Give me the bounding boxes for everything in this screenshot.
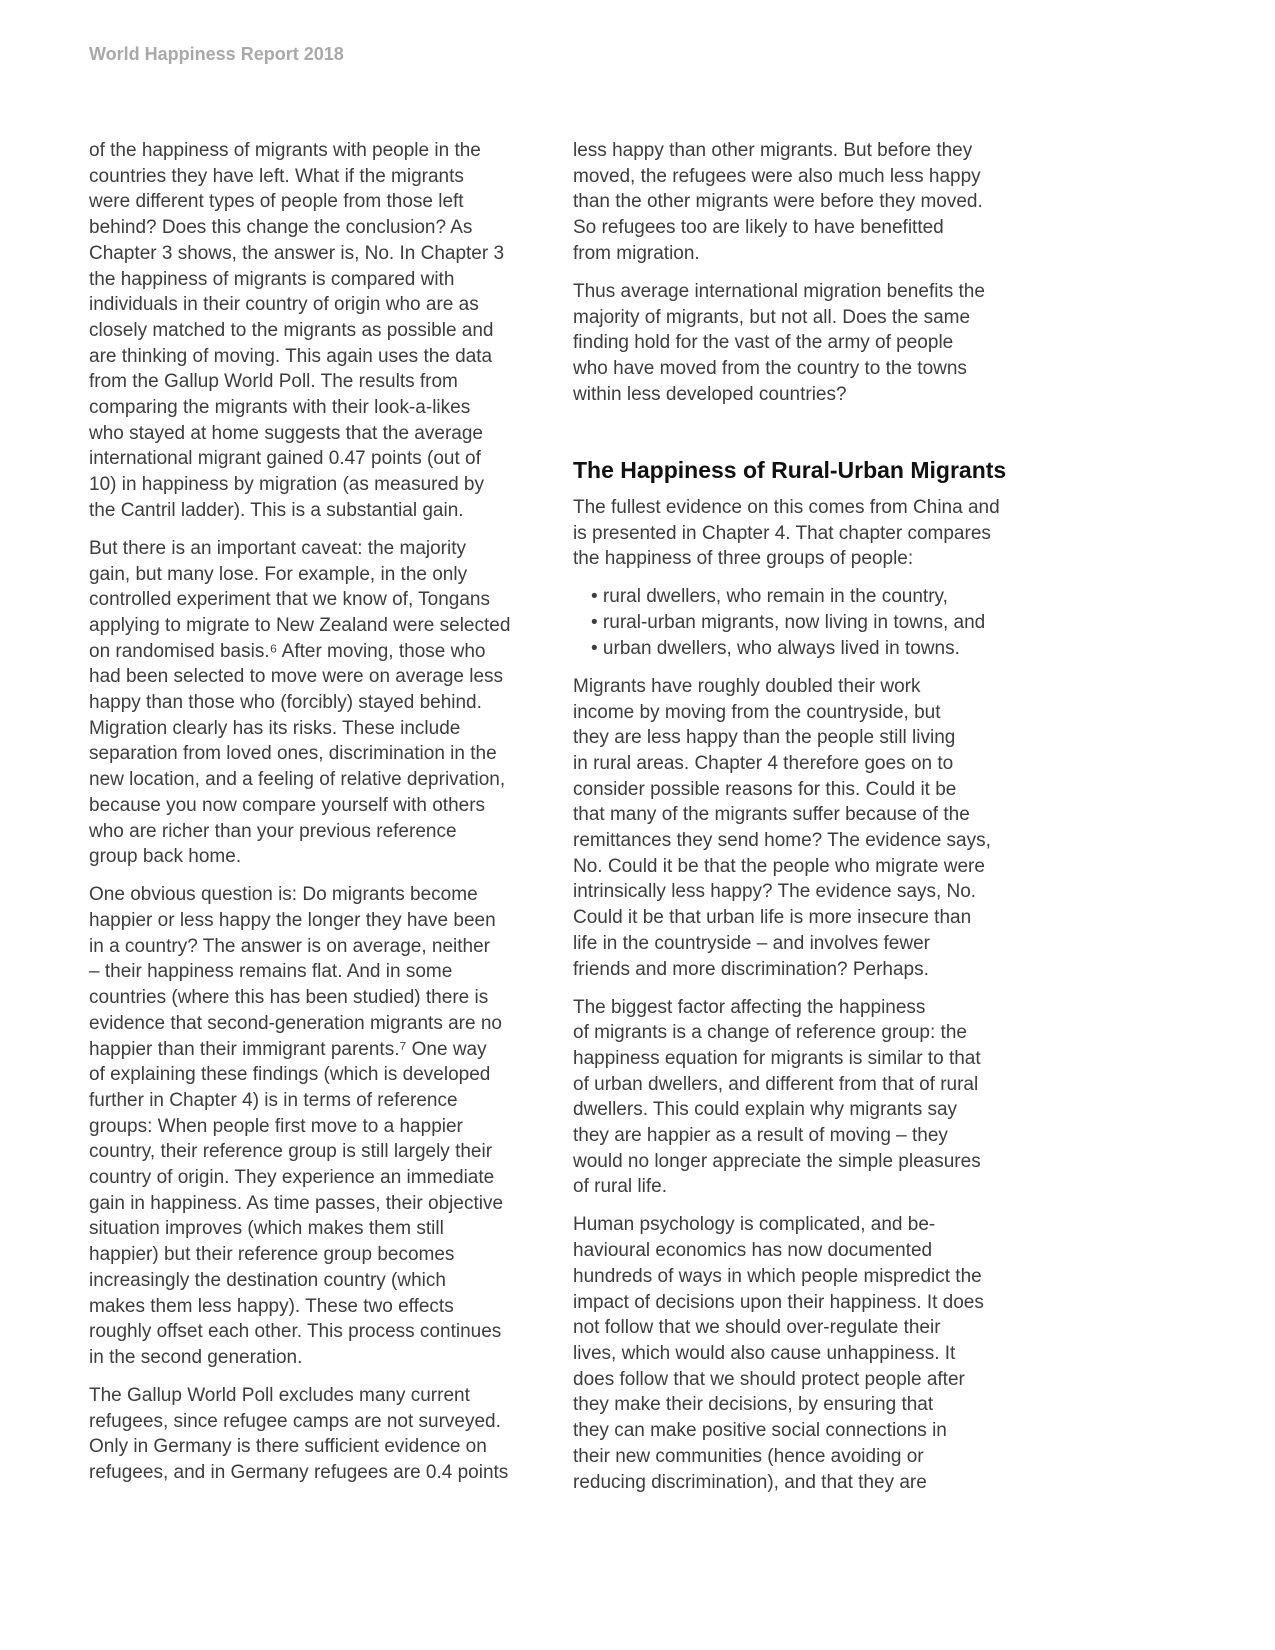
text-line: further in Chapter 4) is in terms of reference xyxy=(89,1089,458,1111)
text-line: who stayed at home suggests that the average xyxy=(89,422,483,444)
text-line: were different types of people from those left xyxy=(89,191,464,213)
text-line: within less developed countries? xyxy=(573,383,847,405)
paragraph xyxy=(89,882,569,1370)
text-line: happiness equation for migrants is similar to that xyxy=(573,1047,981,1069)
text-line: of the happiness of migrants with people in the xyxy=(89,140,481,161)
paragraph xyxy=(89,1383,569,1486)
paragraph xyxy=(89,536,569,870)
text-line: in the second generation. xyxy=(89,1346,303,1368)
paragraph xyxy=(573,1212,1053,1495)
text-line: individuals in their country of origin who are as xyxy=(89,294,479,316)
text-line: that many of the migrants suffer because of the xyxy=(573,804,970,826)
text-line: dwellers. This could explain why migrants say xyxy=(573,1099,958,1121)
text-line: Could it be that urban life is more insecure than xyxy=(573,907,972,929)
text-line: majority of migrants, but not all. Does the same xyxy=(573,306,971,328)
text-line: closely matched to the migrants as possible and xyxy=(89,319,494,341)
paragraph xyxy=(89,138,569,524)
text-line: behind? Does this change the conclusion? As xyxy=(89,217,473,239)
text-line: makes them less happy). These two effects xyxy=(89,1295,454,1317)
text-line: Only in Germany is there sufficient evidence on xyxy=(89,1436,487,1458)
text-line: No. Could it be that the people who migrate were xyxy=(573,855,985,877)
running-header: World Happiness Report 2018 xyxy=(89,44,344,64)
text-line: hundreds of ways in which people mispredict the xyxy=(573,1265,982,1287)
text-line: evidence that second-generation migrants are no xyxy=(89,1012,502,1034)
text-line: gain in happiness. As time passes, their objective xyxy=(89,1192,504,1214)
text-line: happier) but their reference group becomes xyxy=(89,1244,455,1266)
text-line: countries they have left. What if the migrants xyxy=(89,165,464,187)
text-line: controlled experiment that we know of, Tongans xyxy=(89,589,490,611)
paragraph xyxy=(573,995,1053,1201)
text-line: of urban dwellers, and different from that of rural xyxy=(573,1073,979,1095)
text-line: The fullest evidence on this comes from China and xyxy=(573,497,1000,518)
text-line: refugees, and in Germany refugees are 0.4 points xyxy=(89,1462,509,1484)
paragraph xyxy=(573,279,1053,408)
text-line: Migrants have roughly doubled their work xyxy=(573,675,921,697)
text-line: had been selected to move were on average less xyxy=(89,666,504,688)
text-line: countries (where this has been studied) there is xyxy=(89,987,489,1009)
text-line: So refugees too are likely to have benefitted xyxy=(573,217,944,239)
text-line: applying to migrate to New Zealand were selected xyxy=(89,614,511,636)
text-line: consider possible reasons for this. Could it be xyxy=(573,778,957,800)
text-line: who are richer than your previous reference xyxy=(89,820,457,842)
text-line: their new communities (hence avoiding or xyxy=(573,1445,924,1467)
text-line: country, their reference group is still largely their xyxy=(89,1141,493,1163)
text-line: life in the countryside – and involves fewer xyxy=(573,932,930,954)
text-line: are thinking of moving. This again uses the data xyxy=(89,345,493,367)
left-column xyxy=(89,138,569,1498)
text-line: Migration clearly has its risks. These include xyxy=(89,717,461,739)
paragraph xyxy=(573,138,1053,267)
text-line: of explaining these findings (which is developed xyxy=(89,1064,491,1086)
text-line: international migrant gained 0.47 points (out of xyxy=(89,448,481,470)
text-line: group back home. xyxy=(89,846,242,868)
text-line: not follow that we should over-regulate their xyxy=(573,1317,941,1339)
text-line: on randomised basis.⁶ After moving, those who xyxy=(89,640,486,662)
text-line: Human psychology is complicated, and be- xyxy=(573,1214,936,1236)
text-line: the Cantril ladder). This is a substantial gain. xyxy=(89,499,464,521)
text-line: But there is an important caveat: the majority xyxy=(89,537,467,559)
text-line: Thus average international migration benefits the xyxy=(573,280,985,302)
text-line: from the Gallup World Poll. The results from xyxy=(89,371,458,393)
text-line: finding hold for the vast of the army of people xyxy=(573,332,954,354)
text-line: in a country? The answer is on average, neither xyxy=(89,935,490,957)
text-line: happier than their immigrant parents.⁷ One way xyxy=(89,1038,487,1060)
text-line: happier or less happy the longer they have been xyxy=(89,909,496,931)
text-line: increasingly the destination country (which xyxy=(89,1269,446,1291)
text-line: reducing discrimination), and that they are xyxy=(573,1471,927,1493)
text-line: country of origin. They experience an immediate xyxy=(89,1167,495,1189)
text-line: separation from loved ones, discrimination in the xyxy=(89,743,497,765)
text-line: they can make positive social connections in xyxy=(573,1420,947,1442)
text-line: in rural areas. Chapter 4 therefore goes on to xyxy=(573,752,954,774)
text-line: comparing the migrants with their look-a-likes xyxy=(89,397,471,419)
bullet-item: • rural dwellers, who remain in the country, xyxy=(591,586,948,608)
text-line: new location, and a feeling of relative deprivation, xyxy=(89,769,506,791)
text-line: moved, the refugees were also much less happy xyxy=(573,165,981,187)
text-line: the happiness of migrants is compared with xyxy=(89,268,455,290)
text-line: because you now compare yourself with others xyxy=(89,794,486,816)
text-line: they make their decisions, by ensuring that xyxy=(573,1394,934,1416)
text-line: – their happiness remains flat. And in some xyxy=(89,961,453,983)
text-line: the happiness of three groups of people: xyxy=(573,548,914,570)
text-line: from migration. xyxy=(573,242,700,264)
text-line: of migrants is a change of reference group: the xyxy=(573,1022,967,1044)
text-line: 10) in happiness by migration (as measured by xyxy=(89,474,484,496)
text-line: groups: When people first move to a happier xyxy=(89,1115,463,1137)
text-line: they are less happy than the people still living xyxy=(573,727,956,749)
text-line: The Gallup World Poll excludes many current xyxy=(89,1384,470,1406)
text-line: The biggest factor affecting the happiness xyxy=(573,996,926,1018)
text-line: impact of decisions upon their happiness. It does xyxy=(573,1291,984,1313)
right-column-top xyxy=(573,138,1053,420)
text-line: they are happier as a result of moving – they xyxy=(573,1125,948,1147)
text-line: of rural life. xyxy=(573,1176,667,1198)
text-line: is presented in Chapter 4. That chapter compares xyxy=(573,522,991,544)
text-line: does follow that we should protect people after xyxy=(573,1368,965,1390)
text-line: remittances they send home? The evidence says, xyxy=(573,830,991,852)
text-line: income by moving from the countryside, but xyxy=(573,701,941,723)
text-line: lives, which would also cause unhappiness. It xyxy=(573,1342,956,1364)
text-line: who have moved from the country to the towns xyxy=(573,357,967,379)
text-line: havioural economics has now documented xyxy=(573,1240,933,1262)
text-line: intrinsically less happy? The evidence says, No. xyxy=(573,881,977,903)
text-line: friends and more discrimination? Perhaps. xyxy=(573,958,929,980)
text-line: roughly offset each other. This process continues xyxy=(89,1321,502,1343)
section-heading: The Happiness of Rural-Urban Migrants xyxy=(573,457,1007,483)
text-line: would no longer appreciate the simple pleasures xyxy=(573,1150,981,1172)
bullet-item: • rural-urban migrants, now living in towns, and xyxy=(591,612,986,634)
text-line: situation improves (which makes them still xyxy=(89,1218,444,1240)
text-line: gain, but many lose. For example, in the only xyxy=(89,563,468,585)
text-line: One obvious question is: Do migrants become xyxy=(89,884,478,906)
text-line: refugees, since refugee camps are not surveyed. xyxy=(89,1410,501,1432)
text-line: happy than those who (forcibly) stayed behind. xyxy=(89,692,482,714)
text-line: less happy than other migrants. But before they xyxy=(573,140,973,161)
text-line: Chapter 3 shows, the answer is, No. In Chapter 3 xyxy=(89,242,505,264)
text-line: than the other migrants were before they moved. xyxy=(573,191,983,213)
right-column-section xyxy=(573,456,1053,1508)
paragraph xyxy=(573,674,1053,982)
bullet-list xyxy=(573,584,1053,661)
paragraph xyxy=(573,495,1053,572)
bullet-item: • urban dwellers, who always lived in towns. xyxy=(591,637,960,659)
